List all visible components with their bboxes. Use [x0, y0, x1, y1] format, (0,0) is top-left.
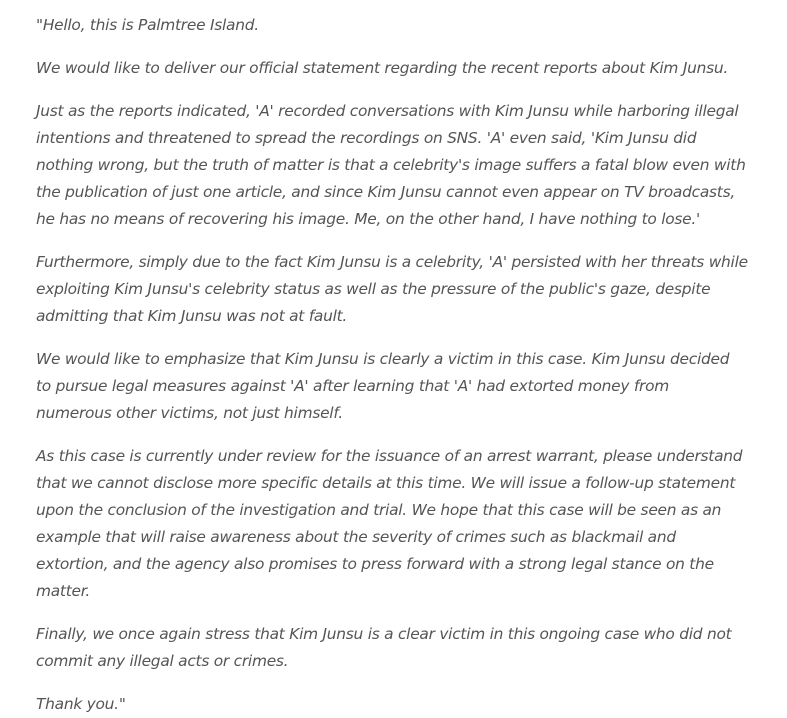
paragraph-finally: Finally, we once again stress that Kim Junsu is a clear victim in this ongoing case who did not commit any illegal acts or crimes.	[36, 625, 732, 670]
paragraph-intro: We would like to deliver our official statement regarding the recent reports about Kim Junsu.	[36, 59, 729, 77]
paragraph-closing: Thank you."	[36, 695, 126, 713]
paragraph-victim: We would like to emphasize that Kim Junsu is clearly a victim in this case. Kim Junsu decided to pursue legal measures against 'A' after learning that 'A' had extorted money from numerous other victims, not just himself.	[36, 350, 730, 422]
paragraph-furthermore: Furthermore, simply due to the fact Kim Junsu is a celebrity, 'A' persisted with her threats while exploiting Kim Junsu's celebrity status as well as the pressure of the public's gaze, despite admitting that Kim Junsu was not at fault.	[36, 253, 748, 325]
paragraph-arrest-warrant: As this case is currently under review for the issuance of an arrest warrant, please understand that we cannot disclose more specific details at this time. We will issue a follow-up statement upon the conclusion of the investigation and trial. We hope that this case will be seen as an example that will raise awareness about the severity of crimes such as blackmail and extortion, and the agency also promises to press forward with a strong legal stance on the matter.	[36, 447, 743, 600]
statement-body	[36, 12, 748, 718]
paragraph-reports: Just as the reports indicated, 'A' recorded conversations with Kim Junsu while harboring illegal intentions and threatened to spread the recordings on SNS. 'A' even said, 'Kim Junsu did nothing wrong, but the truth of matter is that a celebrity's image suffers a fatal blow even with the publication of just one article, and since Kim Junsu cannot even appear on TV broadcasts, he has no means of recovering his image. Me, on the other hand, I have nothing to lose.'	[36, 102, 746, 228]
paragraph-greeting: "Hello, this is Palmtree Island.	[36, 16, 259, 34]
